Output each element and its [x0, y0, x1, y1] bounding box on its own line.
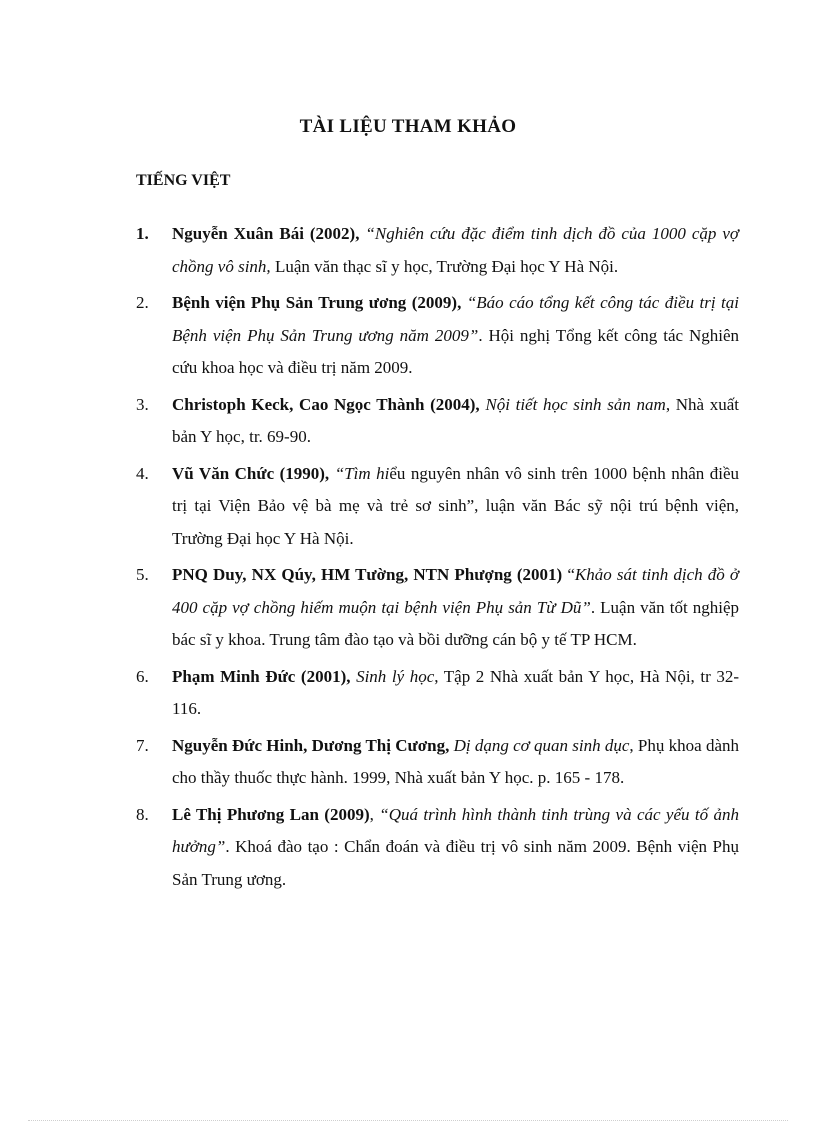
reference-details: . Khoá đào tạo : Chẩn đoán và điều trị vô sinh năm 2009. Bệnh viện Phụ Sản Trung ương. [172, 837, 739, 889]
reference-number: 4. [136, 463, 149, 483]
reference-number: 5. [136, 565, 149, 584]
reference-title: “Tìm hi [334, 463, 390, 483]
reference-item-5 [136, 559, 739, 657]
reference-authors: Lê Thị Phương Lan (2009) [172, 804, 370, 824]
page-title: TÀI LIỆU THAM KHẢO [299, 116, 517, 137]
reference-details: , Nhà xuất bản Y học, tr. 69-90. [172, 394, 740, 446]
reference-title: Dị dạng cơ quan sinh dục [453, 735, 630, 755]
reference-details: , Phụ khoa dành cho thầy thuốc thực hành. 1999, Nhà xuất bản Y học. p. 165 - 178. [172, 735, 740, 787]
page-bottom-divider [28, 1120, 788, 1121]
reference-list [136, 218, 739, 900]
reference-item-6 [136, 661, 739, 726]
reference-number: 2. [136, 293, 149, 312]
reference-details: ểu nguyên nhân vô sinh trên 1000 bệnh nhân điều trị tại Viện Bảo vệ bà mẹ và trẻ sơ sinh”, luận văn Bác sỹ nội trú bệnh viện, Trường Đại học Y Hà Nội. [172, 463, 739, 548]
reference-separator: , [369, 804, 380, 824]
reference-item-7 [136, 730, 739, 795]
reference-title: “Báo cáo tổng kết công tác điều trị tại Bệnh viện Phụ Sản Trung ương năm 2009” [172, 293, 739, 345]
reference-item-4 [136, 458, 739, 556]
reference-number: 1. [136, 224, 149, 243]
reference-title: “Nghiên cứu đặc điểm tinh dịch đồ của 1000 cặp vợ chồng vô sinh, [172, 224, 739, 276]
section-heading: TIẾNG VIỆT [136, 172, 231, 189]
reference-item-8 [136, 799, 739, 897]
reference-authors: PNQ Duy, NX Qúy, HM Tường, NTN Phượng (2001) [172, 565, 563, 584]
reference-authors: Nguyễn Đức Hinh, Dương Thị Cương, [172, 735, 450, 755]
reference-authors: Christoph Keck, Cao Ngọc Thành (2004), [172, 394, 480, 414]
reference-item-1 [136, 218, 739, 283]
reference-title: Khảo sát tinh dịch đồ ở 400 cặp vợ chồng hiếm muộn tại bệnh viện Phụ sản Từ Dũ” [172, 565, 740, 617]
reference-number: 8. [136, 804, 149, 824]
reference-details: . Hội nghị Tổng kết công tác Nghiên cứu khoa học và điều trị năm 2009. [172, 325, 739, 377]
reference-authors: Nguyễn Xuân Bái (2002), [172, 224, 360, 243]
reference-number: 6. [136, 666, 149, 686]
reference-authors: Vũ Văn Chức (1990), [172, 463, 330, 483]
reference-item-2 [136, 287, 739, 385]
reference-authors: Phạm Minh Đức (2001), [172, 666, 351, 686]
reference-title: Nội tiết học sinh sản nam [485, 394, 666, 414]
reference-title: Sinh lý học [356, 666, 435, 686]
reference-number: 3. [136, 394, 149, 414]
reference-title: “Quá trình hình thành tinh trùng và các yếu tố ảnh hưởng” [172, 804, 740, 856]
reference-number: 7. [136, 735, 149, 755]
reference-details: . Luận văn tốt nghiệp bác sĩ y khoa. Trung tâm đào tạo và bồi dưỡng cán bộ y tế TP HCM. [172, 597, 739, 649]
reference-item-3 [136, 389, 739, 454]
reference-separator: “ [562, 565, 575, 584]
reference-details: Luận văn thạc sĩ y học, Trường Đại học Y Hà Nội. [270, 256, 619, 276]
reference-details: , Tập 2 Nhà xuất bản Y học, Hà Nội, tr 32-116. [172, 666, 740, 718]
reference-authors: Bệnh viện Phụ Sản Trung ương (2009), [172, 293, 462, 312]
